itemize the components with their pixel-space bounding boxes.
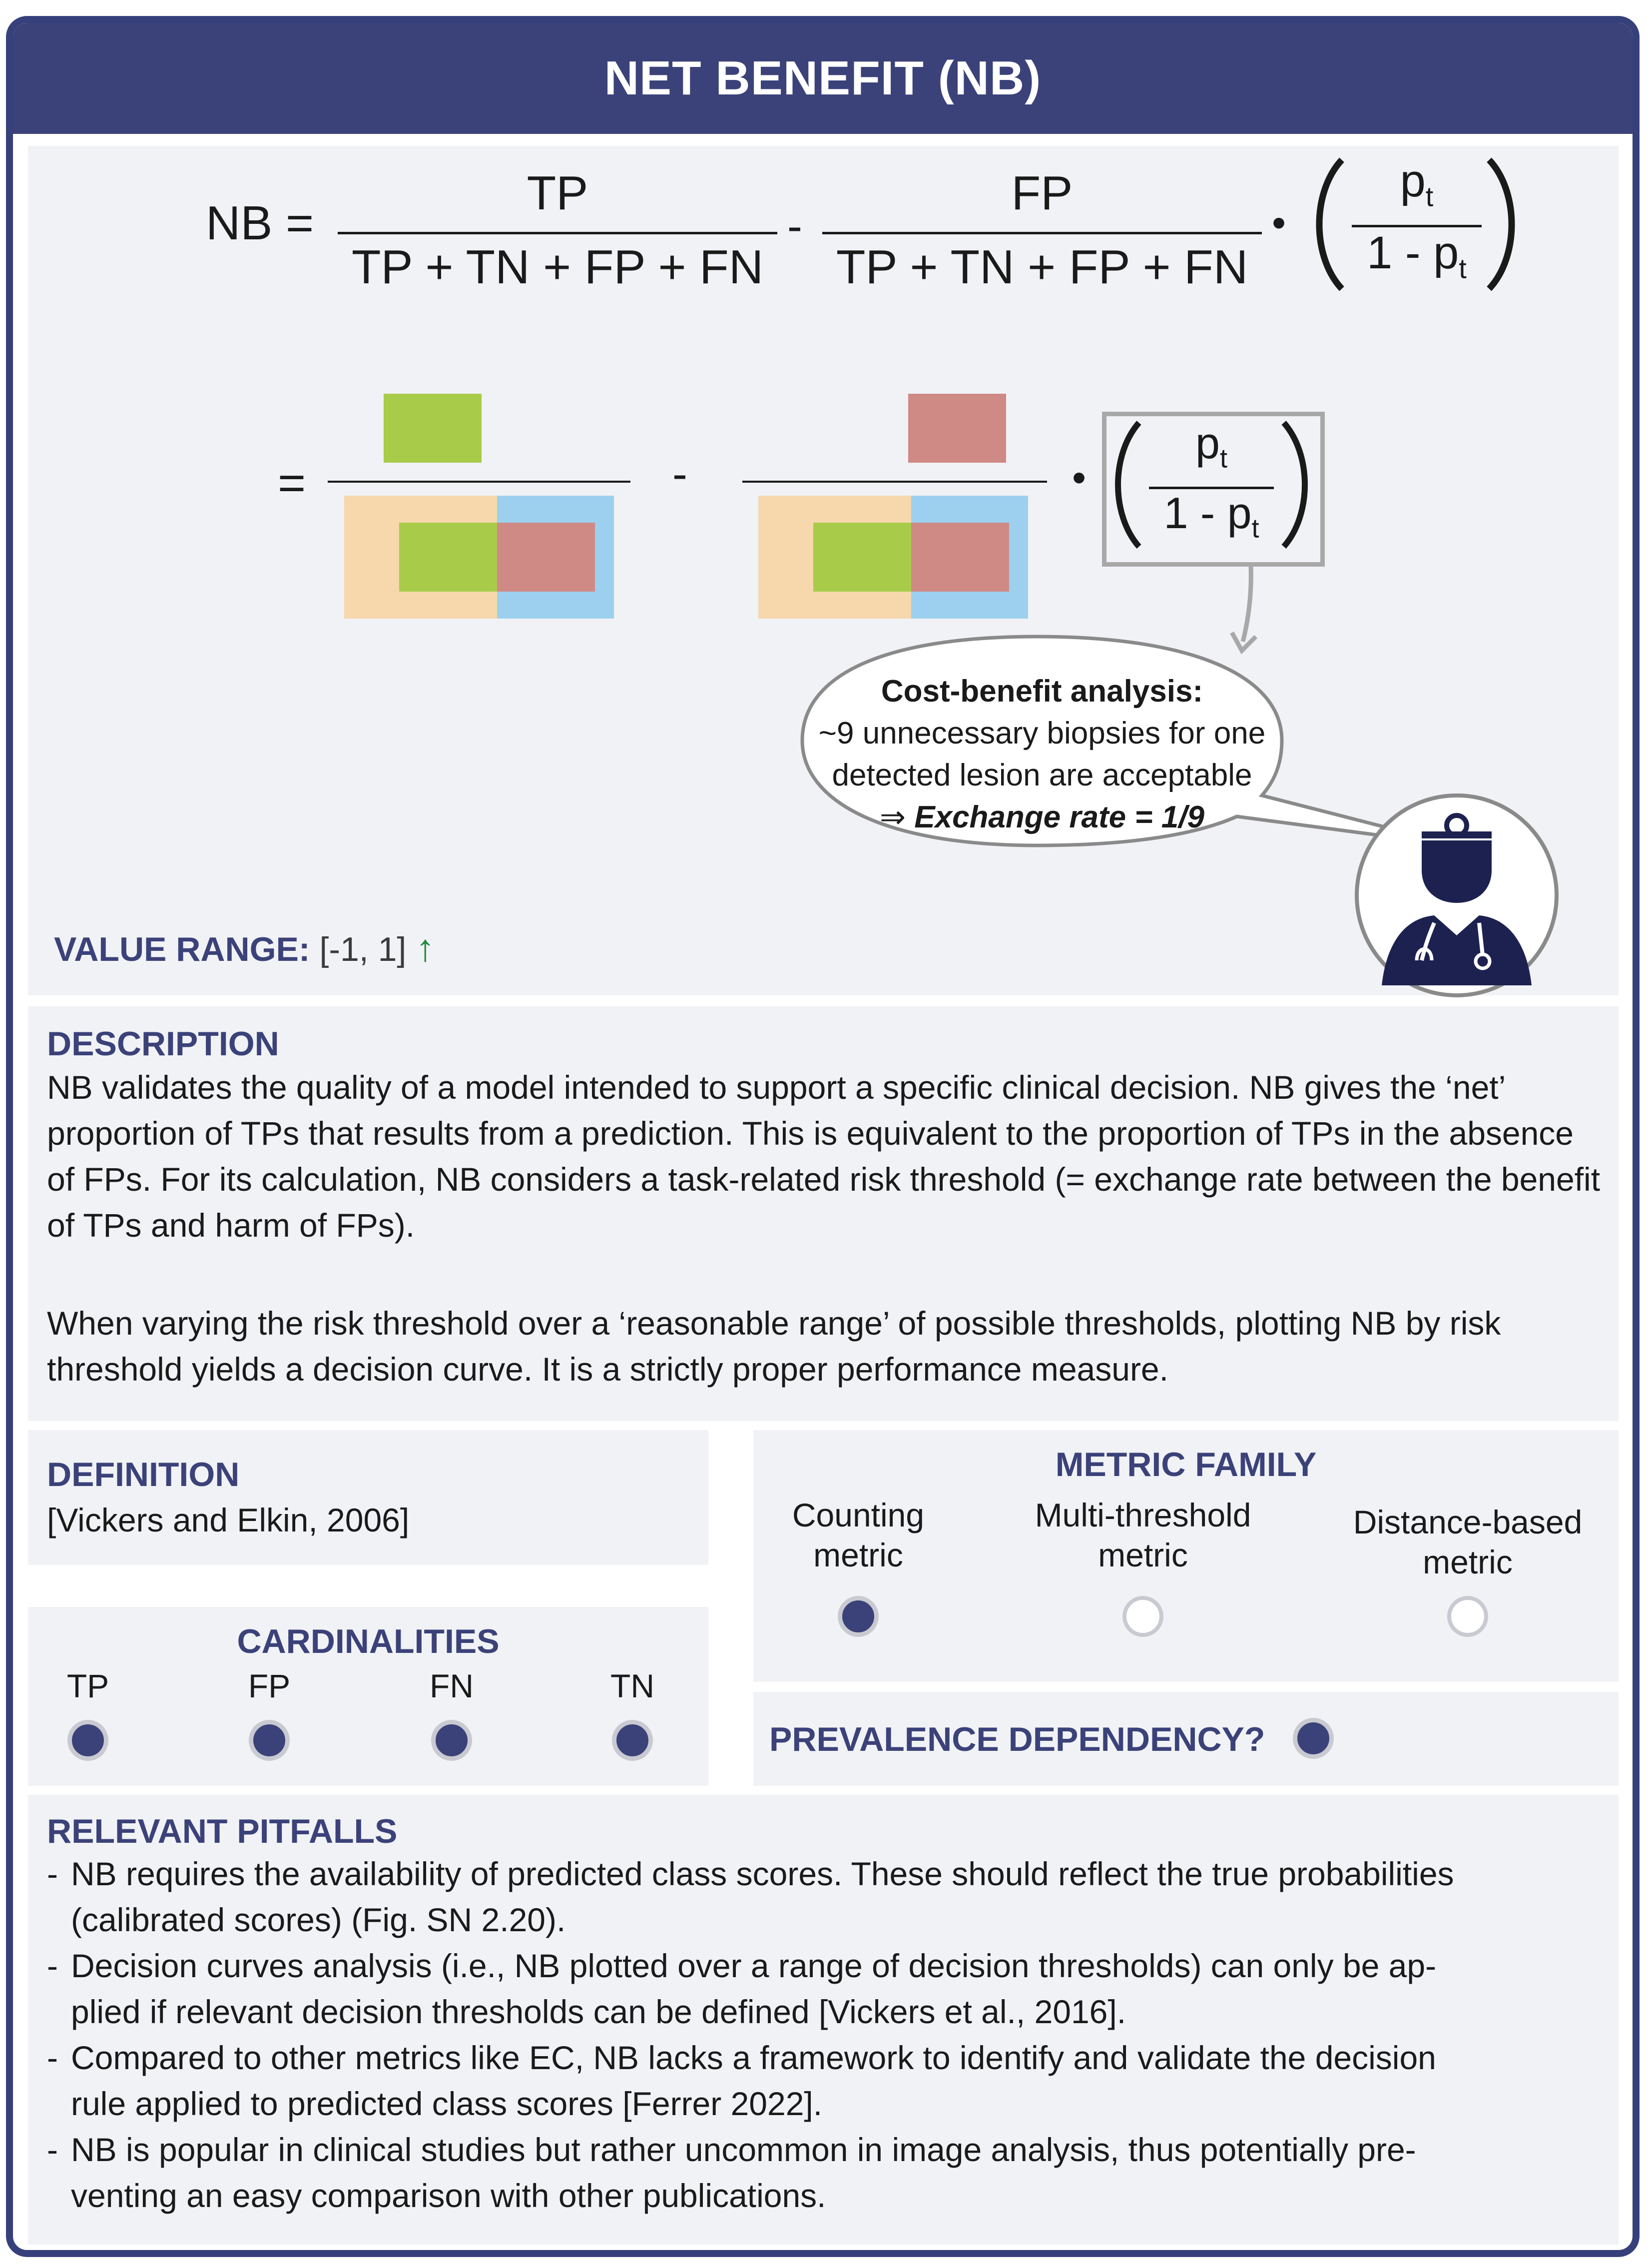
value-range bbox=[54, 926, 435, 970]
definition-heading: DEFINITION bbox=[47, 1456, 240, 1494]
cardinality-label-tn: TN bbox=[610, 1667, 654, 1704]
family-counting-label: Counting metric bbox=[792, 1497, 925, 1573]
prevalence-label: PREVALENCE DEPENDENCY? bbox=[769, 1720, 1265, 1758]
definition-reference: [Vickers and Elkin, 2006] bbox=[47, 1502, 410, 1538]
fp-block-numerator bbox=[908, 394, 1006, 463]
metric-family-heading: METRIC FAMILY bbox=[1055, 1446, 1317, 1484]
confusion-box-2 bbox=[758, 496, 1028, 619]
frac-bar-visual-2 bbox=[742, 481, 1047, 483]
cardinalities-panel bbox=[28, 1607, 708, 1786]
fp-area bbox=[497, 523, 595, 592]
close-paren-2 bbox=[1280, 420, 1312, 550]
cardinality-fp-indicator bbox=[249, 1720, 290, 1761]
doctor-icon bbox=[1352, 790, 1562, 1000]
implies-arrow: ⇒ bbox=[880, 800, 906, 834]
frac1-numerator: TP bbox=[527, 166, 588, 220]
speech-line-3 bbox=[792, 796, 1292, 838]
definition-panel bbox=[28, 1430, 708, 1565]
frac2-numerator: FP bbox=[1011, 166, 1073, 220]
pitfalls-heading: RELEVANT PITFALLS bbox=[47, 1812, 398, 1850]
metric-family-panel bbox=[753, 1430, 1619, 1682]
tp-area bbox=[399, 523, 497, 592]
family-multi-threshold-label: Multi-threshold metric bbox=[1035, 1497, 1251, 1573]
frac1-denominator: TP + TN + FP + FN bbox=[351, 240, 764, 294]
tp-area bbox=[813, 523, 911, 592]
pitfall-item: - NB is popular in clinical studies but rather uncommon in image analysis, thus potentially pre- venting an easy comparison with other publications. bbox=[47, 2131, 1416, 2214]
frac-bar-visual-1 bbox=[328, 481, 630, 483]
speech-bubble-text bbox=[792, 671, 1292, 838]
confusion-box-1 bbox=[344, 496, 614, 619]
pt-denominator-2: $1 - p_t$ bbox=[1163, 488, 1259, 544]
frac2-bar bbox=[822, 232, 1262, 234]
pitfalls-panel bbox=[28, 1795, 1619, 2245]
speech-line-1: ~9 unnecessary biopsies for one bbox=[818, 716, 1266, 751]
pt-numerator-2: $p_t$ bbox=[1195, 418, 1227, 474]
title-bar bbox=[13, 23, 1633, 134]
up-arrow-icon: ↑ bbox=[416, 927, 435, 969]
frac2-denominator: TP + TN + FP + FN bbox=[836, 240, 1248, 294]
minus-sign-visual: - bbox=[672, 449, 687, 499]
description-heading: DESCRIPTION bbox=[47, 1025, 279, 1063]
page-title: NET BENEFIT (NB) bbox=[604, 51, 1042, 105]
multiply-dot: • bbox=[1272, 200, 1286, 245]
open-paren-2 bbox=[1111, 420, 1143, 550]
cardinality-tp-indicator bbox=[67, 1720, 108, 1761]
pitfall-item: - Decision curves analysis (i.e., NB plotted over a range of decision thresholds) can only be ap- plied if relevant decision thresholds can be defined [Vickers et al., 2016]. bbox=[47, 1947, 1437, 2030]
speech-line-2: detected lesion are acceptable bbox=[832, 758, 1252, 792]
pitfall-item: - Compared to other metrics like EC, NB lacks a framework to identify and validate the decision rule applied to predicted class scores [Ferrer 2022]. bbox=[47, 2039, 1436, 2122]
pt-numerator-1: $p_t$ bbox=[1400, 155, 1434, 212]
family-counting-indicator bbox=[838, 1596, 879, 1637]
cardinality-fn-indicator bbox=[431, 1720, 472, 1761]
description-paragraph-1: NB validates the quality of a model intended to support a specific clinical decision. NB gives the ‘net’ proportion of TPs that results from a prediction. This is equivalent to the proportion of TPs in the absence of FPs. For its calculation, NB considers a task-related risk threshold (= exchange rate between the benefit of TPs and harm of FPs). bbox=[47, 1069, 1601, 1244]
fp-area bbox=[911, 523, 1009, 592]
value-range-value: [-1, 1] bbox=[319, 930, 407, 968]
close-paren-1 bbox=[1484, 157, 1519, 292]
pitfall-item: - NB requires the availability of predicted class scores. These should reflect the true probabilities (calibrated scores) (Fig. SN 2.20). bbox=[47, 1855, 1454, 1938]
nb-lhs: NB = bbox=[206, 196, 314, 250]
family-distance-based-indicator bbox=[1447, 1596, 1488, 1637]
cardinality-tn-indicator bbox=[612, 1720, 653, 1761]
cardinality-label-fp: FP bbox=[248, 1667, 291, 1704]
exchange-rate: Exchange rate = 1/9 bbox=[914, 800, 1204, 834]
cost-benefit-title: Cost-benefit analysis: bbox=[881, 674, 1203, 709]
prevalence-panel bbox=[753, 1692, 1619, 1786]
cardinality-label-tp: TP bbox=[66, 1667, 109, 1704]
family-distance-based-label: Distance-based metric bbox=[1353, 1504, 1583, 1580]
multiply-dot-visual: • bbox=[1072, 455, 1087, 500]
family-multi-threshold-indicator bbox=[1122, 1596, 1163, 1637]
equals-sign: = bbox=[278, 456, 306, 510]
cardinality-label-fn: FN bbox=[430, 1667, 474, 1704]
formula-panel bbox=[28, 146, 1619, 995]
description-panel bbox=[28, 1006, 1619, 1421]
description-paragraph-2: When varying the risk threshold over a ‘reasonable range’ of possible thresholds, plotting NB by risk threshold yields a decision curve. It is a strictly proper performance measure. bbox=[47, 1305, 1501, 1388]
pitfalls-list bbox=[47, 1851, 1611, 2219]
tp-block-numerator bbox=[384, 394, 482, 463]
pt-denominator-1: $1 - p_t$ bbox=[1367, 227, 1467, 284]
minus-sign: - bbox=[787, 201, 802, 251]
prevalence-indicator bbox=[1293, 1718, 1334, 1759]
cardinalities-heading: CARDINALITIES bbox=[237, 1622, 500, 1660]
frac1-bar bbox=[338, 232, 777, 234]
metric-card bbox=[6, 16, 1640, 2257]
open-paren-1 bbox=[1312, 157, 1347, 292]
value-range-label: VALUE RANGE: bbox=[54, 930, 310, 968]
